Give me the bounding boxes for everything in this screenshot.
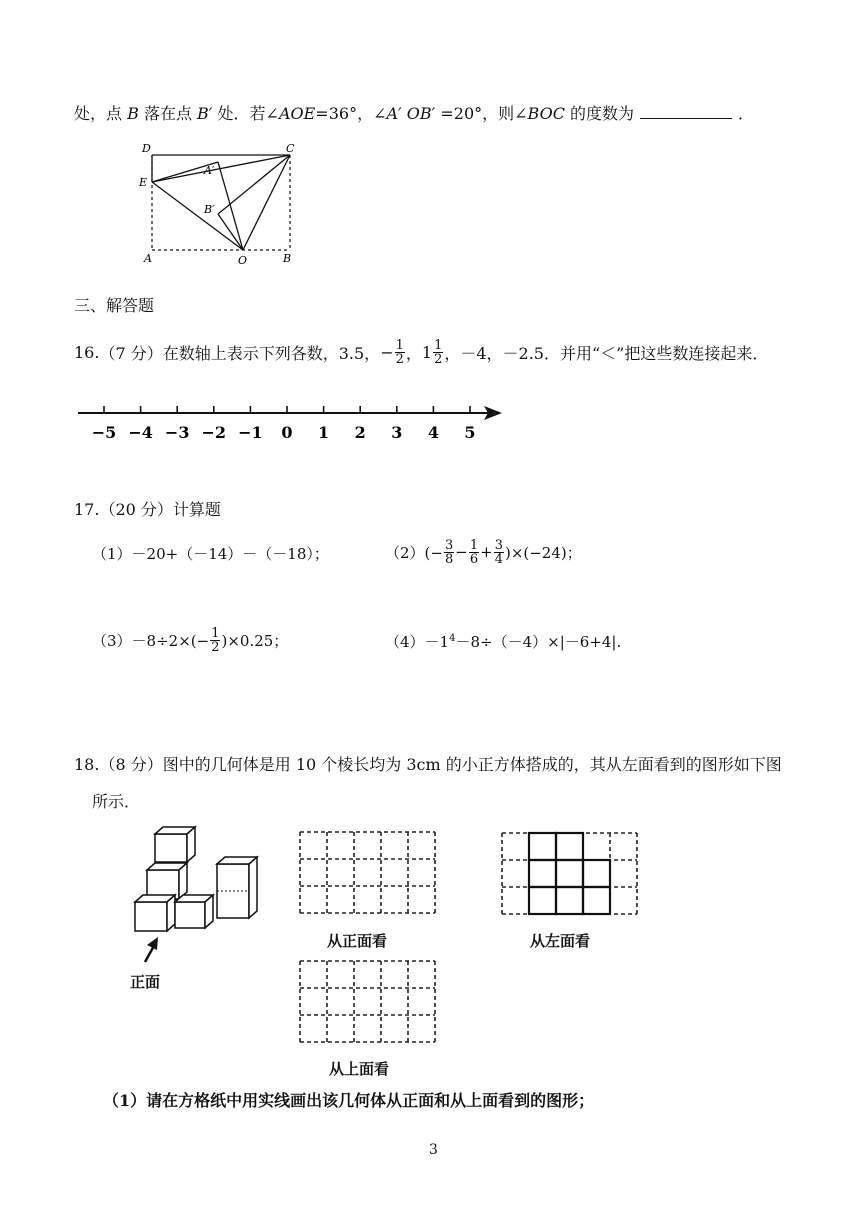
- q18-text: 图中的几何体是用 10 个棱长均为 3cm 的小正方体搭成的，其从左面看到的图形如下图: [162, 755, 782, 774]
- q16-f1-sign: −: [380, 342, 394, 362]
- grid-front-view[interactable]: [298, 830, 438, 916]
- q18-sub-1: （1）请在方格纸中用实线画出该几何体从正面和从上面看到的图形；: [103, 1091, 595, 1110]
- q17-part-2: （2）(− $\frac{3}{8}$ − $\frac{1}{6}$ + $\frac{3}{4}$ )×(−24)；: [385, 537, 582, 567]
- q15-figure: [130, 138, 310, 268]
- q15-cond-text: 处．若∠: [212, 104, 279, 123]
- q17-number: 17.: [74, 500, 100, 519]
- left-view-solid-cell: [529, 887, 556, 914]
- q15-point-bp: B′: [197, 104, 213, 123]
- fig-label-a: A: [144, 252, 152, 265]
- q17-title: 计算题: [172, 500, 221, 519]
- cube-bottom-front: [135, 902, 167, 931]
- q18-points: （8 分）: [99, 755, 163, 774]
- q17-part-3: （3）－8÷2×(− $\frac{1}{2}$ )×0.25；: [92, 625, 289, 655]
- q17-points: （20 分）: [99, 500, 173, 519]
- section-title: 三、解答题: [74, 296, 155, 315]
- fig-seg-ao: [218, 162, 243, 250]
- q16-sep1: ，: [405, 343, 422, 363]
- front-label: 正面: [130, 973, 161, 991]
- q16-fraction-1: $\frac{1}{2}$: [395, 337, 404, 367]
- q15-angle-boc: BOC: [527, 104, 565, 123]
- q15-angle-aoe: AOE: [278, 104, 316, 123]
- caption-top-view: 从上面看: [329, 1060, 390, 1078]
- fig-label-b-prime: B′: [204, 203, 215, 216]
- number-line-label: 3: [391, 423, 403, 442]
- q15-answer-blank[interactable]: [640, 104, 732, 119]
- left-view-solid-cell: [529, 860, 556, 887]
- cube-top-front: [155, 834, 187, 862]
- q16-points: （7 分）: [99, 343, 163, 363]
- q15-point-b: B: [127, 104, 139, 123]
- fig-seg-ec: [152, 155, 290, 182]
- q15-prefix: 处，点: [74, 104, 128, 123]
- number-line-label: 0: [281, 423, 293, 442]
- grid-top-view[interactable]: [298, 959, 438, 1045]
- fig-label-b: B: [283, 252, 292, 265]
- q18-stem: [74, 752, 782, 775]
- q16-stem: [74, 334, 768, 370]
- left-view-solid-cell: [529, 833, 556, 860]
- left-view-solid-cell: [556, 887, 583, 914]
- fig-seg-bpo: [218, 214, 243, 250]
- q17-part-4: $(4)-1^4-8\div(-4)\times|-6+4|$.: [385, 633, 622, 651]
- fig-label-a-prime: A′: [204, 164, 215, 177]
- fig-seg-bpc: [218, 155, 290, 214]
- cube-mid-side: [179, 863, 187, 899]
- fig-seg-oc: [243, 155, 290, 250]
- page-number: 3: [429, 1142, 438, 1158]
- q16-tail: ，－4，－2.5．并用“＜”把这些数连接起来．: [444, 343, 769, 363]
- q15-end: ．: [738, 104, 755, 123]
- left-view-solid-cell: [556, 860, 583, 887]
- q15-tail-line: [74, 101, 754, 124]
- caption-front-view: 从正面看: [327, 932, 388, 950]
- number-line-label: −2: [201, 423, 227, 442]
- grid-left-view[interactable]: [500, 831, 640, 917]
- q18-stem-line2: 所示．: [92, 792, 141, 811]
- number-line-label: 5: [464, 423, 476, 442]
- q16-mixed-number: 1 $\frac{1}{2}$: [421, 337, 443, 367]
- fig-label-d: D: [142, 142, 151, 155]
- q16-text: 在数轴上表示下列各数，3.5，: [162, 343, 381, 363]
- caption-left-view: 从左面看: [530, 932, 591, 950]
- number-line[interactable]: [70, 396, 510, 448]
- left-view-solid-cell: [556, 833, 583, 860]
- q15-fall-text: 落在点: [138, 104, 198, 123]
- number-line-label: −3: [164, 423, 190, 442]
- q17-stem: [74, 497, 221, 520]
- number-line-label: −5: [91, 423, 117, 442]
- cube-bottom-side: [167, 895, 175, 931]
- left-view-solid-cell: [583, 887, 610, 914]
- number-line-label: 4: [427, 423, 439, 442]
- left-view-solid-cell: [583, 860, 610, 887]
- q15-aob-value: =20°，则∠: [435, 104, 528, 123]
- cube-right-side: [249, 857, 257, 918]
- q15-ask-text: 的度数为: [564, 104, 635, 123]
- fig-label-c: C: [286, 142, 295, 155]
- number-line-label: −1: [238, 423, 263, 442]
- cube-top-side: [187, 827, 195, 862]
- cube-bottom2-front: [175, 902, 205, 928]
- number-line-label: −4: [128, 423, 153, 442]
- q17-part-1: （1）－20+（－14）－（－18）；: [92, 545, 329, 563]
- q18-number: 18.: [74, 755, 100, 774]
- q15-angle-aob: A′ OB′: [386, 104, 436, 123]
- q16-number: 16.: [74, 342, 100, 362]
- q15-aoe-value: =36°，∠: [315, 104, 387, 123]
- fig-seg-eo: [152, 182, 243, 250]
- fig-label-o: O: [238, 254, 248, 267]
- number-line-label: 1: [318, 423, 330, 442]
- fig-label-e: E: [139, 176, 148, 189]
- number-line-label: 2: [354, 423, 366, 442]
